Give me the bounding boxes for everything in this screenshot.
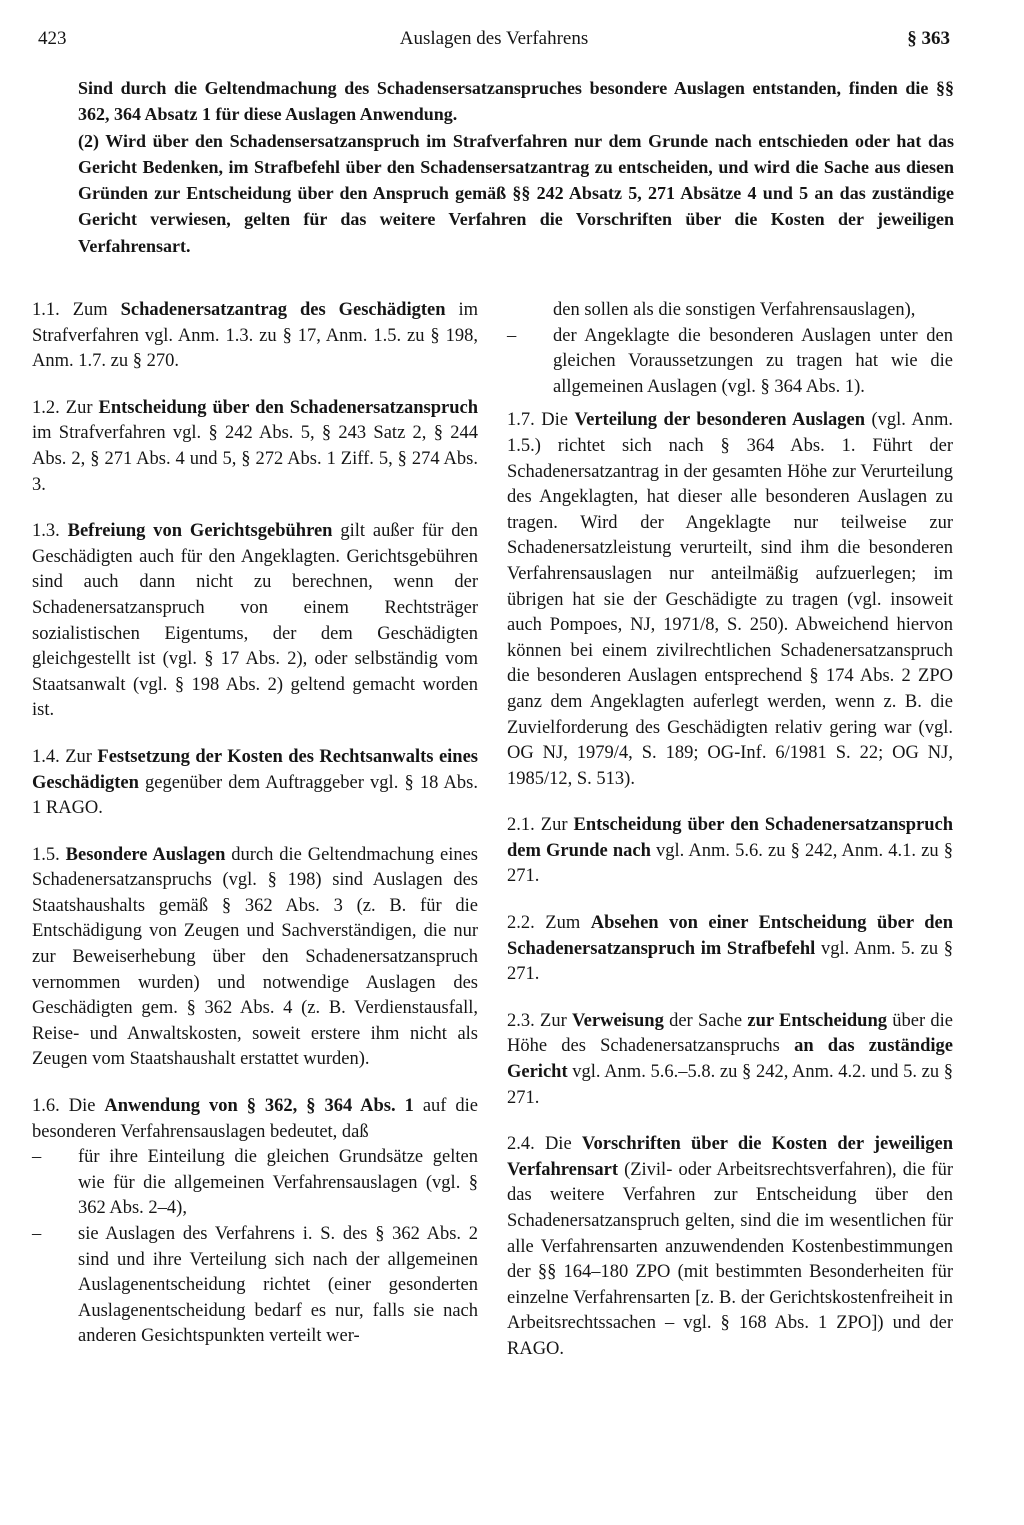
annotation-number: 1.6. xyxy=(32,1096,60,1117)
annotation-number: 2.2. xyxy=(507,913,535,934)
annotation-keyword: Verweisung xyxy=(572,1010,664,1031)
statute-text xyxy=(78,75,954,259)
annotation-2-2: 2.2. Zum Absehen von einer Entscheidung über den Schadenersatzanspruch im Strafbefehl vgl. Anm. 5. zu § 271. xyxy=(507,913,954,985)
annotation-number: 2.3. xyxy=(507,1010,535,1031)
annotation-keyword: Festsetzung der Kosten des Rechtsanwalts eines Geschädigten xyxy=(32,746,478,793)
annotation-number: 1.3. xyxy=(32,521,60,542)
annotation-1-1: 1.1. Zum Schadenersatzantrag des Geschädigten im Strafverfahren vgl. Anm. 1.3. zu § 17, Anm. 1.5. zu § 198, Anm. 1.7. zu § 270. xyxy=(32,300,478,372)
annotation-keyword: Verteilung der besonderen Auslagen xyxy=(574,410,865,431)
annotation-keyword: Besondere Auslagen xyxy=(65,844,226,865)
annotation-1-6-continued xyxy=(507,298,953,400)
annotation-number: 1.5. xyxy=(32,844,60,865)
annotation-2-3: 2.3. Zur Verweisung der Sache zur Entscheidung über die Höhe des Schadenersatzanspruchs an das zuständige Gericht vgl. Anm. 5.6.–5.8. zu § 242, Anm. 4.2. und 5. zu § 271. xyxy=(507,1010,953,1108)
statute-paragraph-1: Sind durch die Geltendmachung des Schadensersatzanspruches besondere Auslagen entstanden, finden die §§ 362, 364 Absatz 1 für diese Auslagen Anwendung. xyxy=(78,78,954,125)
annotation-2-1: 2.1. Zur Entscheidung über den Schadenersatzanspruch dem Grunde nach vgl. Anm. 5.6. zu § 242, Anm. 4.1. zu § 271. xyxy=(507,815,954,887)
annotation-keyword: Schadenersatzantrag des Geschädigten xyxy=(120,300,446,320)
annotation-keyword: Entscheidung über den Schadenersatzanspruch xyxy=(98,397,479,418)
annotation-1-2: 1.2. Zur Entscheidung über den Schadenersatzanspruch im Strafverfahren vgl. § 242 Abs. 5, § 243 Satz 2, § 244 Abs. 2, § 271 Abs. 4 und 5, § 272 Abs. 1 Ziff. 5, § 274 Abs. 3. xyxy=(32,397,479,495)
annotation-number: 1.2. xyxy=(32,397,60,418)
list-item-continuation: den sollen als die sonstigen Verfahrensauslagen), xyxy=(553,300,916,320)
running-title: Auslagen des Verfahrens xyxy=(399,28,589,49)
annotation-1-5: 1.5. Besondere Auslagen durch die Geltendmachung eines Schadenersatzanspruchs (vgl. § 198) sind Auslagen des Staatshaushalts gemäß § 362 Abs. 3 (z. B. für die Entschädigung von Zeugen und Sachverständigen, die nur zur Beweiserhebung über den Schadenersatzanspruch vernommen wurden) und notwendige Auslagen des Geschädigten gem. § 362 Abs. 4 (z. B. Verdienstausfall, Reise- und Anwaltskosten, soweit erstere ihm nicht als Zeugen vom Staatshaushalt erstattet wurden). xyxy=(32,844,479,1070)
annotation-1-7: 1.7. Die Verteilung der besonderen Auslagen (vgl. Anm. 1.5.) richtet sich nach § 364 Abs. 1. Führt der Schadenersatzantrag in der gesamten Höhe zur Verurteilung des Angeklagten, hat dieser alle besonderen Auslagen zu tragen. Wird der Angeklagte nur teilweise zur Schadenersatzleistung verurteilt, sind ihm die besonderen Verfahrensauslagen nur anteilmäßig aufzuerlegen; im übrigen hat sie der Geschädigte zu tragen (vgl. insoweit auch Pompoes, NJ, 1971/8, S. 250). Abweichend hiervon können bei einem zivilrechtlichen Schadenersatzanspruch die besonderen Auslagen entsprechend § 174 Abs. 2 ZPO ganz dem Angeklagten auferlegt werden, wenn z. B. die Zuvielforderung des Geschädigten relativ gering war (vgl. OG NJ, 1979/4, S. 189; OG-Inf. 6/1981 S. 22; OG NJ, 1985/12, S. 513). xyxy=(507,410,954,789)
annotation-number: 2.1. xyxy=(507,815,535,836)
annotation-keyword: Befreiung von Gerichtsgebühren xyxy=(67,521,333,542)
annotation-1-6: 1.6. Die Anwendung von § 362, § 364 Abs. 1 auf die besonderen Verfahrensauslagen bedeutet, daß – für ihre Einteilung die gleichen Grundsätze gelten wie für die allgemeinen Verfahrensauslagen (vgl. § 362 Abs. 2–4), – sie Auslagen des Verfahrens i. S. des § 362 Abs. 2 sind und ihre Verteilung sich nach der allgemeinen Auslagenentscheidung richtet (einer gesonderten Auslagenentscheidung bedarf es nur, falls sie nach anderen Gesichtspunkten verteilt wer- xyxy=(32,1094,478,1350)
page-header xyxy=(38,22,950,52)
right-column xyxy=(507,298,953,1384)
section-number: § 363 xyxy=(907,28,950,49)
dash-list xyxy=(507,324,953,401)
annotation-number: 1.4. xyxy=(32,746,60,767)
annotation-keyword: Absehen von einer Entscheidung über den Schadenersatzanspruch im Strafbefehl xyxy=(507,913,954,959)
annotation-keyword: Anwendung von § 362, § 364 Abs. 1 xyxy=(104,1096,414,1117)
annotation-number: 1.1. xyxy=(32,300,60,320)
annotation-1-4: 1.4. Zur Festsetzung der Kosten des Rechtsanwalts eines Geschädigten gegenüber dem Auftraggeber vgl. § 18 Abs. 1 RAGO. xyxy=(32,746,478,819)
annotation-1-3: 1.3. Befreiung von Gerichtsgebühren gilt außer für den Geschädigten auch für den Angeklagten. Gerichtsgebühren sind auch dann nicht zu berechnen, wenn der Schadenersatzanspruch von einem Rechtsträger sozialistischen Eigentums, der dem Geschädigten gleichgestellt ist (vgl. § 17 Abs. 2), oder selbständig vom Staatsanwalt (vgl. § 198 Abs. 2) geltend gemacht worden ist. xyxy=(32,521,478,721)
annotation-number: 2.4. xyxy=(507,1134,535,1155)
annotation-keyword: Entscheidung über den Schadenersatzanspruch dem Grunde nach xyxy=(507,815,954,861)
list-item: – für ihre Einteilung die gleichen Grundsätze gelten wie für die allgemeinen Verfahrensauslagen (vgl. § 362 Abs. 2–4), xyxy=(32,1145,478,1222)
annotation-keyword: zur Entscheidung xyxy=(747,1010,887,1031)
page-number: 423 xyxy=(38,28,67,49)
annotation-keyword: an das zuständige Gericht xyxy=(507,1036,953,1083)
annotation-number: 1.7. xyxy=(507,410,535,431)
dash-list xyxy=(32,1145,478,1350)
list-item: – der Angeklagte die besonderen Auslagen unter den gleichen Voraussetzungen zu tragen hat wie die allgemeinen Auslagen (vgl. § 364 Abs. 1). xyxy=(507,324,953,401)
list-item: – sie Auslagen des Verfahrens i. S. des § 362 Abs. 2 sind und ihre Verteilung sich nach der allgemeinen Auslagenentscheidung richtet (einer gesonderten Auslagenentscheidung bedarf es nur, falls sie nach anderen Gesichtspunkten verteilt wer- xyxy=(32,1222,478,1350)
statute-paragraph-2: (2) Wird über den Schadensersatzanspruch im Strafverfahren nur dem Grunde nach entschieden oder hat das Gericht Bedenken, im Strafbefehl über den Schadensersatzantrag zu entscheiden, und wird die Sache aus diesen Gründen zur Entscheidung über den Anspruch gemäß §§ 242 Absatz 5, 271 Absätze 4 und 5 an das zuständige Gericht verwiesen, gelten für das weitere Verfahren die Vorschriften über die Kosten der jeweiligen Verfahrensart. xyxy=(78,130,954,256)
annotation-2-4: 2.4. Die Vorschriften über die Kosten der jeweiligen Verfahrensart (Zivil- oder Arbeitsrechtsverfahren), die für das weitere Verfahren zur Entscheidung über den Schadenersatzanspruch gelten, sind die im wesentlichen für alle Verfahrensarten anzuwendenden Kostenbestimmungen der §§ 164–180 ZPO (mit bestimmten Besonderheiten für einzelne Verfahrensarten [z. B. der Gerichtskostenfreiheit in Arbeitsrechtssachen – vgl. § 168 Abs. 1 ZPO]) und der RAGO. xyxy=(507,1134,954,1359)
left-column xyxy=(32,298,478,1350)
annotation-keyword: Vorschriften über die Kosten der jeweiligen Verfahrensart xyxy=(507,1134,954,1180)
